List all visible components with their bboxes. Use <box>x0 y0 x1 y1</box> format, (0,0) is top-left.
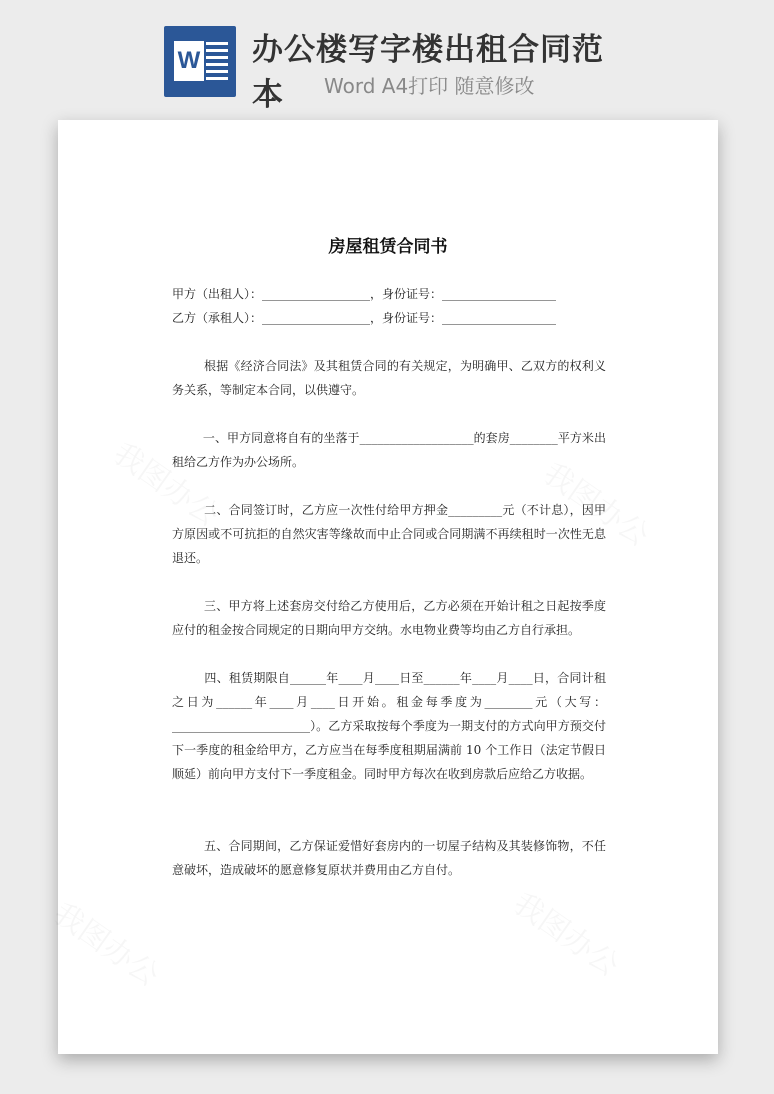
document-page <box>58 120 718 1054</box>
page-title: 办公楼写字楼出租合同范本 <box>252 32 604 113</box>
header <box>0 0 774 112</box>
party-a-line: 甲方（出租人）：__________________，身份证号：___________________ <box>172 287 557 301</box>
watermark <box>506 880 630 985</box>
clause-4: 四、租赁期限自______年____月____日至______年____月____日，合同计租之日为______年____月____日开始。租金每季度为________元（大写：_______________________）。乙方采取按每个季度为一期支付的方式向甲方预交付下一季度的租金给甲方，乙方应当在每季度租期届满前 10 个工作日（法定节假日顺延）前向甲方支付下一季度租金。同时甲方每次在收到房款后应给乙方收据。 <box>172 671 606 781</box>
word-icon-lines <box>206 42 228 84</box>
clause-5: 五、合同期间，乙方保证爱惜好套房内的一切屋子结构及其装修饰物，不任意破坏，造成破坏的愿意修复原状并费用由乙方自付。 <box>172 839 606 877</box>
intro-paragraph: 根据《经济合同法》及其租赁合同的有关规定，为明确甲、乙双方的权利义务关系，等制定本合同，以供遵守。 <box>172 359 606 397</box>
watermark <box>46 890 170 995</box>
word-icon <box>164 26 236 97</box>
clause-2: 二、合同签订时，乙方应一次性付给甲方押金_________元（不计息），因甲方原因或不可抗拒的自然灾害等缘故而中止合同或合同期满不再续租时一次性无息退还。 <box>172 503 606 565</box>
page-subtitle: Word A4打印 随意修改 <box>324 74 535 98</box>
word-icon-letter: W <box>174 41 204 81</box>
document-title: 房屋租赁合同书 <box>328 237 448 257</box>
clause-1: 一、甲方同意将自有的坐落于___________________的套房________平方米出租给乙方作为办公场所。 <box>172 431 606 469</box>
party-b-line: 乙方（承租人）：__________________，身份证号：___________________ <box>172 311 557 325</box>
clause-3: 三、甲方将上述套房交付给乙方使用后，乙方必须在开始计租之日起按季度应付的租金按合同规定的日期向甲方交纳。水电物业费等均由乙方自行承担。 <box>172 599 606 637</box>
